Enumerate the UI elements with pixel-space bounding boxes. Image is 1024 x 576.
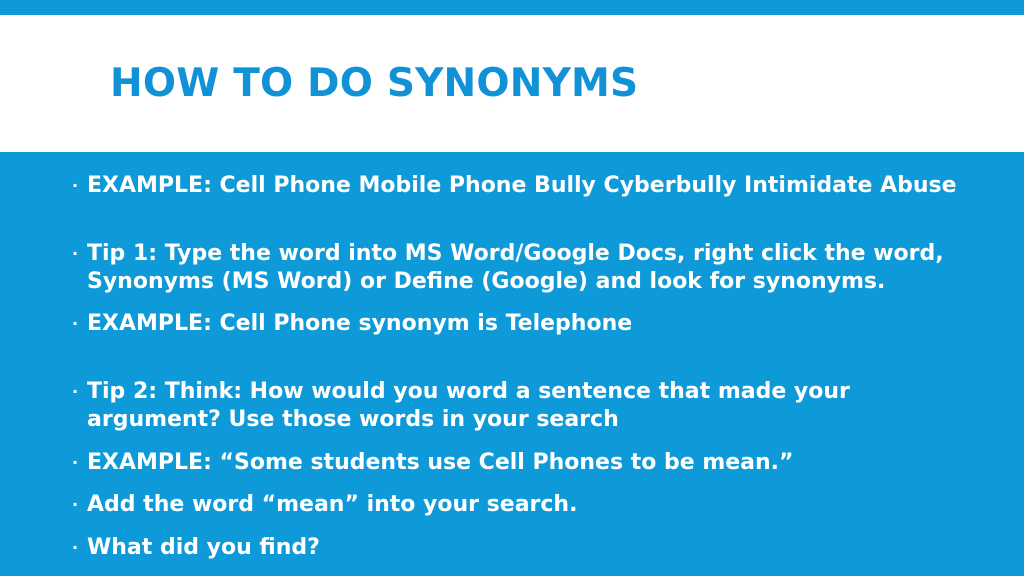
bullet-tip-1: [72, 240, 1002, 296]
bullet-example-synonym: [72, 310, 1002, 338]
bullet-dot-icon: ·: [72, 453, 79, 472]
bullet-dot-icon: ·: [72, 176, 79, 195]
bullet-text: EXAMPLE: “Some students use Cell Phones to be mean.”: [87, 450, 794, 475]
bullet-dot-icon: ·: [72, 382, 79, 401]
bullet-dot-icon: ·: [72, 495, 79, 514]
bullet-text: Add the word “mean” into your search.: [87, 492, 578, 517]
bullet-text: Tip 2: Think: How would you word a sentence that made your argument? Use those words in your search: [87, 379, 850, 432]
bullet-dot-icon: ·: [72, 244, 79, 263]
bullet-text: What did you find?: [87, 535, 320, 560]
slide-title: HOW TO DO SYNONYMS: [110, 61, 639, 106]
bullet-dot-icon: ·: [72, 314, 79, 333]
bullet-example-sentence: [72, 449, 1002, 477]
bullet-text: Tip 1: Type the word into MS Word/Google Docs, right click the word, Synonyms (MS Word) or Define (Google) and look for synonyms.: [87, 241, 944, 294]
bullet-tip-2: [72, 378, 1002, 434]
bullet-dot-icon: ·: [72, 538, 79, 557]
bullet-example-terms: [72, 172, 1002, 200]
bullet-text: EXAMPLE: Cell Phone Mobile Phone Bully Cyberbully Intimidate Abuse: [87, 173, 957, 198]
bullet-text: EXAMPLE: Cell Phone synonym is Telephone: [87, 311, 633, 336]
bullet-add-word: [72, 491, 1002, 519]
bullet-question: [72, 534, 1002, 562]
